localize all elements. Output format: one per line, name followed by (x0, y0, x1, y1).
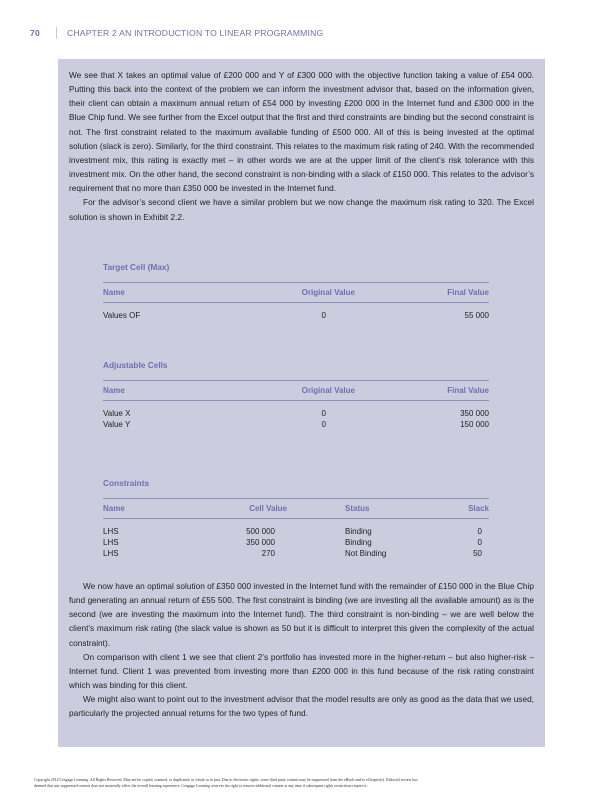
paragraph: We see that X takes an optimal value of £200 000 and Y of £300 000 with the objective function taking a value of £54 000. Putting this back into the context of the problem we can inform the investment advisor that, based on the information given, their client can obtain a maximum annual return of £54 000 by investing £200 000 in the Internet fund and £300 000 in the Blue Chip fund. We see further from the Excel output that the first and third constraints are binding but the second constraint is not. The first constraint related to the maximum available funding of £500 000. All of this is being invested at the optimal solution (slack is zero). Similarly, for the third constraint. This relates to the maximum risk rating of 240. With the recommended investment mix, this rating is exactly met – in other words we are at the upper limit of the client’s risk tolerance with this investment mix. On the other hand, the second constraint is non-binding with a slack of £150 000. This relates to the advisor’s requirement that no more than £350 000 be invested in the Internet fund. (69, 70, 534, 194)
table-row (103, 526, 489, 537)
column-header: Name (103, 386, 125, 395)
column-header: Cell Value (249, 504, 287, 513)
table-cell: 0 (477, 527, 482, 536)
table-cell: 150 000 (460, 420, 489, 429)
column-header: Final Value (447, 386, 489, 395)
table-header-row (103, 498, 489, 519)
column-header: Original Value (301, 288, 355, 297)
table-cell: 350 000 (460, 409, 489, 418)
table-cell: Values OF (103, 311, 141, 320)
table-cell: Value Y (103, 420, 131, 429)
table-cell: 500 000 (246, 527, 275, 536)
table-row (103, 419, 489, 430)
table-cell: Not Binding (345, 549, 387, 558)
table-cell: 50 (473, 549, 482, 558)
copyright-footer (34, 777, 570, 789)
target-cell-table (103, 262, 489, 321)
table-row (103, 310, 489, 321)
body-text-bottom (69, 579, 534, 721)
paragraph: We now have an optimal solution of £350 000 invested in the Internet fund with the remainder of £150 000 in the Blue Chip fund generating an annual return of £55 500. The first constraint is binding (we are investing all the available amount) as is the second (we are investing the maximum into the Internet fund). The third constraint is non-binding – we are well below the client’s maximum risk rating (the slack value is shown as 50 but it is difficult to interpret this given the complexity of the actual constraint). (69, 581, 534, 648)
table-cell: 0 (321, 311, 326, 320)
table-row (103, 537, 489, 548)
table-cell: 0 (321, 420, 326, 429)
table-cell: LHS (103, 549, 119, 558)
footer-line: deemed that any suppressed content does not materially affect the overall learning experience. Cengage Learning reserves the right to remove additional content at any time if subsequent rights restrictions require it. (34, 784, 368, 788)
paragraph: For the advisor’s second client we have a similar problem but we now change the maximum risk rating to 320. The Excel solution is shown in Exhibit 2.2. (69, 197, 534, 222)
table-cell: 55 000 (464, 311, 489, 320)
table-row (103, 408, 489, 419)
column-header: Name (103, 288, 125, 297)
chapter-title: CHAPTER 2 AN INTRODUCTION TO LINEAR PROGRAMMING (67, 28, 324, 38)
table-cell: Value X (103, 409, 131, 418)
paragraph: On comparison with client 1 we see that client 2’s portfolio has invested more in the higher-return – but also higher-risk – Internet fund. Client 1 was prevented from investing more than £200 000 in this fund because of the risk rating constraint which was binding for this client. (69, 651, 534, 691)
table-row (103, 548, 489, 559)
column-header: Final Value (447, 288, 489, 297)
adjustable-cells-table (103, 360, 489, 430)
page-number: 70 (30, 28, 40, 38)
column-header: Original Value (301, 386, 355, 395)
table-title: Target Cell (Max) (103, 262, 170, 272)
constraints-table (103, 478, 489, 559)
paragraph: We might also want to point out to the investment advisor that the model results are only as good as the data that we used, particularly the projected annual returns for the two types of fund. (69, 694, 534, 719)
column-header: Name (103, 504, 125, 513)
table-cell: Binding (345, 527, 372, 536)
column-header: Status (345, 504, 370, 513)
table-cell: 350 000 (246, 538, 275, 547)
table-cell: 270 (261, 549, 275, 558)
body-text-top (69, 68, 534, 224)
table-cell: 0 (321, 409, 326, 418)
table-cell: LHS (103, 527, 119, 536)
table-title: Constraints (103, 478, 150, 488)
header-divider (56, 27, 57, 39)
table-header-row (103, 380, 489, 401)
table-title: Adjustable Cells (103, 360, 168, 370)
table-cell: 0 (477, 538, 482, 547)
table-header-row (103, 282, 489, 303)
table-cell: LHS (103, 538, 119, 547)
table-cell: Binding (345, 538, 372, 547)
running-header (30, 26, 570, 40)
column-header: Slack (468, 504, 489, 513)
footer-line: Copyright 2014 Cengage Learning. All Rights Reserved. May not be copied, scanned, or duplicated, in whole or in part. Due to electronic rights, some third party content may be suppressed from the eBook and/or eChapter(s). Editorial review has (34, 778, 418, 782)
